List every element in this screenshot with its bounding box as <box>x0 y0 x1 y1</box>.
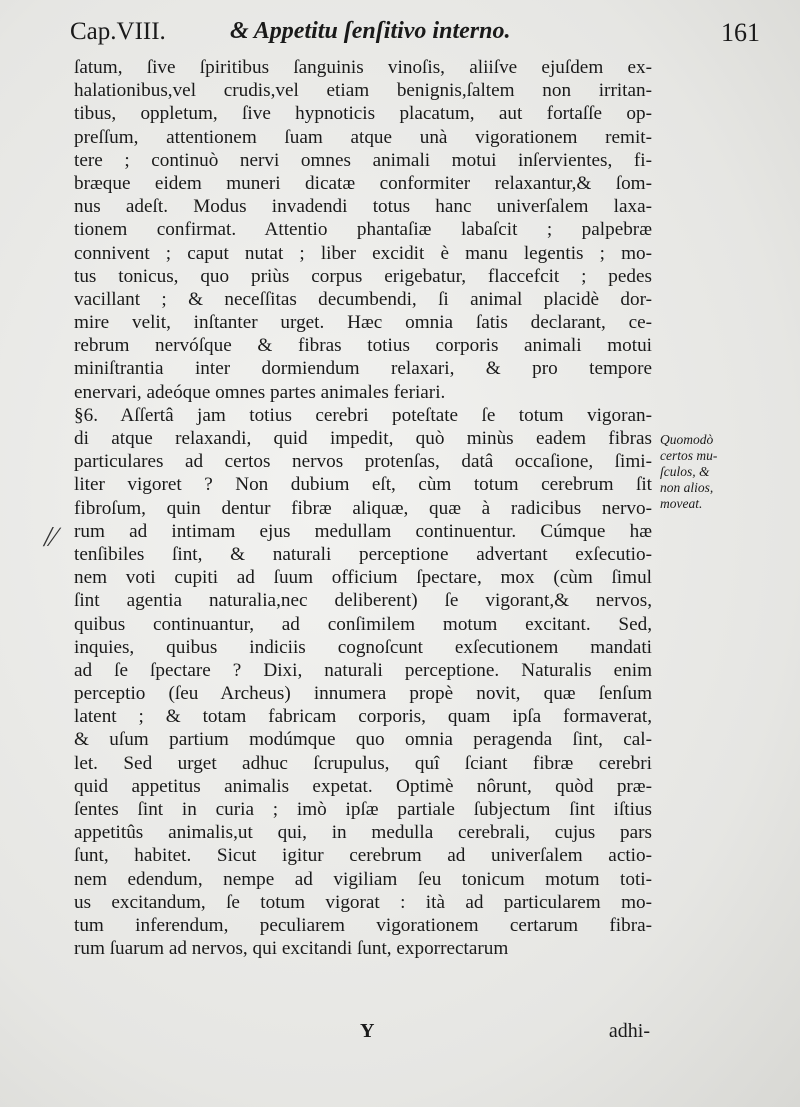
text-line: enervari, adeóque omnes partes animales feriari. <box>74 381 446 403</box>
running-header <box>70 18 760 50</box>
text-line: tionem confirmat. Attentio phantaſiæ labaſcit ; palpebræ <box>74 219 652 241</box>
page-number: 161 <box>721 18 760 47</box>
text-line: halationibus,vel crudis,vel etiam benignis,ſaltem non irritan- <box>74 80 652 102</box>
body-text <box>74 56 652 960</box>
text-line: mire velit, inſtanter urget. Hæc omnia ſatis declarant, ce- <box>74 312 652 334</box>
text-line: perceptio (ſeu Archeus) innumera propè novit, quæ ſenſum <box>74 683 652 705</box>
text-line: nus adeſt. Modus invadendi totus hanc univerſalem laxa- <box>74 196 652 218</box>
text-line: preſſum, attentionem ſuam atque unà vigorationem remit- <box>74 126 652 148</box>
text-line: di atque relaxandi, quid impedit, quò minùs eadem fibras <box>74 428 652 449</box>
text-line: let. Sed urget adhuc ſcrupulus, quî ſciant fibræ cerebri <box>74 752 652 774</box>
text-line: rum ad intimam ejus medullam continuentur. Cúmque hæ <box>74 520 652 542</box>
text-line: quibus continuantur, ad conſimilem motum excitant. Sed, <box>74 613 652 635</box>
running-title: & Appetitu ſenſitivo interno. <box>230 18 511 44</box>
text-line: ſatum, ſive ſpiritibus ſanguinis vinoſis, aliiſve ejuſdem ex- <box>74 57 652 78</box>
margin-note-line: non alios, <box>660 480 714 495</box>
text-line: vacillant ; & neceſſitas decumbendi, ſi animal placidè dor- <box>74 288 652 310</box>
margin-note-line: moveat. <box>660 496 703 511</box>
text-line: nem edendum, nempe ad vigiliam ſeu tonicum motum toti- <box>74 868 652 890</box>
chapter-label: Cap.VIII. <box>70 18 166 45</box>
text-line: rum ſuarum ad nervos, qui excitandi ſunt, exporrectarum <box>74 938 509 960</box>
margin-note-line: Quomodò <box>660 432 714 447</box>
text-line: tibus, oppletum, ſive hypnoticis placatum, aut fortaſſe op- <box>74 103 652 125</box>
text-line: quid appetitus animalis expetat. Optimè nôrunt, quòd præ- <box>74 775 652 797</box>
margin-note-line: ſculos, & <box>660 464 710 479</box>
text-line: fibroſum, quin dentur fibræ aliquæ, quæ à radicibus nervo- <box>74 497 652 519</box>
text-line: miniſtrantia inter dormiendum relaxari, & pro tempore <box>74 358 652 380</box>
text-line: tenſibiles ſint, & naturali perceptione advertant exſecutio- <box>74 543 652 565</box>
text-line: ſentes ſint in curia ; imò ipſæ partiale ſubjectum ſint iſtius <box>74 799 652 820</box>
text-line: §6. Aſſertâ jam totius cerebri poteſtate ſe totum vigoran- <box>74 404 652 426</box>
text-line: liter vigoret ? Non dubium eſt, cùm totum cerebrum ſit <box>74 474 652 496</box>
text-line: nem voti cupiti ad ſuum officium ſpectare, mox (cùm ſimul <box>74 567 652 589</box>
text-line: tere ; continuò nervi omnes animali motui inſervientes, fi- <box>74 149 652 171</box>
text-line: appetitûs animalis,ut qui, in medulla cerebrali, cujus pars <box>74 822 652 844</box>
text-line: particulares ad certos nervos protenſas, datâ occaſione, ſimi- <box>74 451 652 473</box>
margin-note-line: certos mu- <box>660 448 718 463</box>
text-line: ad ſe ſpectare ? Dixi, naturali perceptione. Naturalis enim <box>74 659 652 681</box>
signature-mark: Y <box>360 1020 375 1042</box>
text-line: connivent ; caput nutat ; liber excidit è manu legentis ; mo- <box>74 242 652 264</box>
margin-note <box>660 432 740 512</box>
text-line: & uſum partium modúmque quo omnia peragenda ſint, cal- <box>74 729 652 751</box>
text-line: tum inferendum, peculiarem vigorationem certarum fibra- <box>74 914 652 936</box>
text-line: us excitandum, ſe totum vigorat : ità ad particularem mo- <box>74 891 652 913</box>
text-line: ſint agentia naturalia,nec deliberent) ſe vigorant,& nervos, <box>74 590 652 612</box>
text-line: bræque eidem muneri dicatæ conformiter relaxantur,& ſom- <box>74 172 652 194</box>
catchword: adhi- <box>608 1020 650 1042</box>
handwritten-mark: /∕ <box>44 522 57 553</box>
text-line: ſunt, habitet. Sicut igitur cerebrum ad univerſalem actio- <box>74 845 652 867</box>
text-line: inquies, quibus indiciis cognoſcunt exſecutionem mandati <box>74 636 652 658</box>
text-line: tus tonicus, quo priùs corpus erigebatur, flaccefcit ; pedes <box>74 265 652 287</box>
text-line: rebrum nervóſque & fibras totius corporis animali motui <box>74 335 652 357</box>
text-line: latent ; & totam fabricam corporis, quam ipſa formaverat, <box>74 706 652 728</box>
